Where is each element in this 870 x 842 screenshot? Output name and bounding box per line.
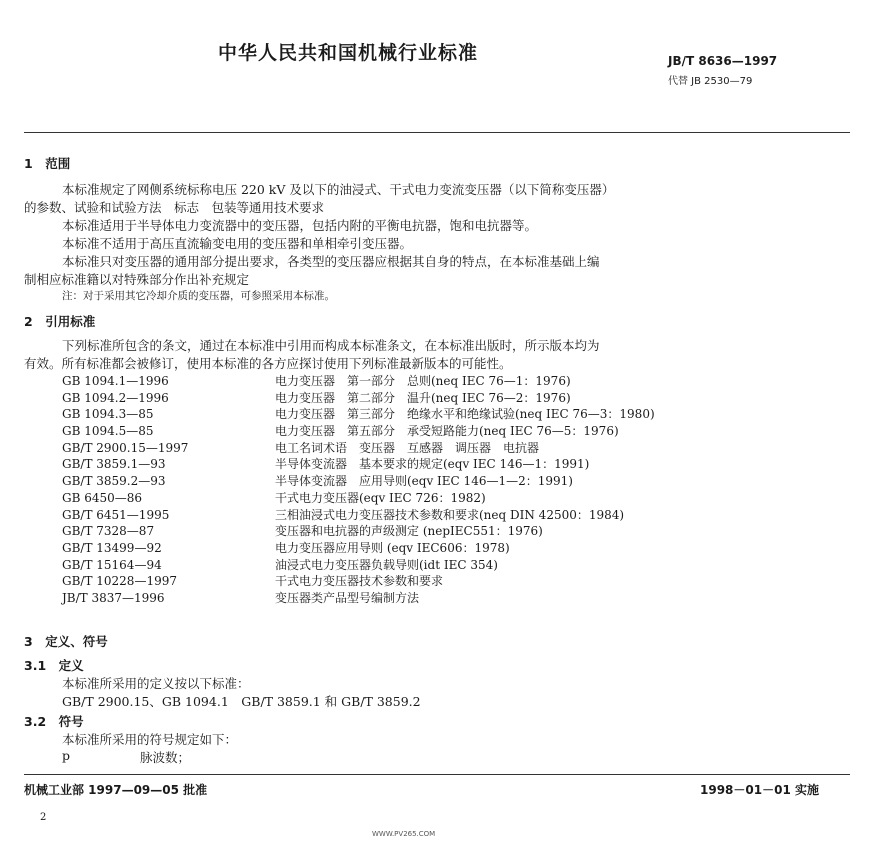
reference-code: GB 1094.3—85 <box>62 407 154 422</box>
section-3-1-heading: 3.1 定义 <box>24 658 84 673</box>
reference-item <box>62 473 842 490</box>
reference-item <box>62 490 842 507</box>
reference-title: 三相油浸式电力变压器技术参数和要求(neq DIN 42500：1984) <box>275 507 625 522</box>
reference-item <box>62 440 842 457</box>
reference-title: 电力变压器 第三部分 绝缘水平和绝缘试验(neq IEC 76—3：1980) <box>275 407 655 422</box>
reference-title: 电力变压器 第五部分 承受短路能力(neq IEC 76—5：1976) <box>275 424 619 439</box>
effective-date: 1998－01－01 实施 <box>700 783 819 797</box>
header-divider <box>24 132 850 133</box>
reference-code: GB 1094.2—1996 <box>62 390 169 405</box>
reference-item <box>62 507 842 524</box>
reference-title: 电力变压器应用导则 (eqv IEC606：1978) <box>275 540 510 555</box>
watermark: WWW.PV265.COM <box>372 830 436 838</box>
document-title: 中华人民共和国机械行业标准 <box>218 42 479 64</box>
reference-code: GB/T 6451—1995 <box>62 507 170 522</box>
section-2-para-line-2: 有效。所有标准都会被修订，使用本标准的各方应探讨使用下列标准最新版本的可能性。 <box>24 356 512 371</box>
issue-date: 机械工业部 1997—09—05 批准 <box>24 783 208 797</box>
reference-code: GB/T 2900.15—1997 <box>62 440 189 455</box>
reference-code: GB/T 15164—94 <box>62 557 162 572</box>
reference-title: 半导体变流器 基本要求的规定(eqv IEC 146—1：1991) <box>275 457 590 472</box>
section-3-1-para-2: GB/T 2900.15、GB 1094.1 GB/T 3859.1 和 GB/T 3859.2 <box>62 694 421 709</box>
reference-title: 半导体变流器 应用导则(eqv IEC 146—1—2：1991) <box>275 474 573 489</box>
reference-item <box>62 456 842 473</box>
reference-item <box>62 390 842 407</box>
reference-list <box>62 373 842 607</box>
section-1-note: 注：对于采用其它冷却介质的变压器，可参照采用本标准。 <box>62 290 335 302</box>
reference-title: 干式电力变压器技术参数和要求 <box>275 574 444 589</box>
reference-item <box>62 406 842 423</box>
reference-title: 变压器和电抗器的声级测定 (nepIEC551：1976) <box>275 524 543 539</box>
reference-code: GB 1094.5—85 <box>62 424 154 439</box>
reference-item <box>62 423 842 440</box>
section-2-para-line-1: 下列标准所包含的条文，通过在本标准中引用而构成本标准条文，在本标准出版时，所示版本均为 <box>62 338 600 353</box>
section-1-para-4-line-1: 本标准只对变压器的通用部分提出要求，各类型的变压器应根据其自身的特点，在本标准基础上编 <box>62 254 600 269</box>
standard-code: JB/T 8636—1997 <box>668 54 778 68</box>
reference-code: JB/T 3837—1996 <box>62 590 165 605</box>
section-1-para-4-line-2: 制相应标准籍以对特殊部分作出补充规定 <box>24 272 250 287</box>
reference-code: GB/T 7328—87 <box>62 524 155 539</box>
section-1-heading: 1 范围 <box>24 156 71 171</box>
reference-title: 电力变压器 第二部分 温升(neq IEC 76—2：1976) <box>275 390 571 405</box>
footer-divider <box>24 774 850 775</box>
reference-item <box>62 557 842 574</box>
reference-item <box>62 573 842 590</box>
reference-title: 电工名词术语 变压器 互感器 调压器 电抗器 <box>275 440 540 455</box>
reference-code: GB/T 3859.2—93 <box>62 474 166 489</box>
section-3-heading: 3 定义、符号 <box>24 634 108 649</box>
section-1-para-2: 本标准适用于半导体电力变流器中的变压器，包括内附的平衡电抗器，饱和电抗器等。 <box>62 218 538 233</box>
reference-code: GB 1094.1—1996 <box>62 374 169 388</box>
reference-code: GB 6450—86 <box>62 490 143 505</box>
section-1-para-3: 本标准不适用于高压直流输变电用的变压器和单相牵引变压器。 <box>62 236 413 251</box>
reference-code: GB/T 3859.1—93 <box>62 457 166 472</box>
section-2-heading: 2 引用标准 <box>24 314 96 329</box>
section-1-para-1-line-1: 本标准规定了网侧系统标称电压 220 kV 及以下的油浸式、干式电力变流变压器（以下简称变压器） <box>62 182 615 197</box>
section-3-2-heading: 3.2 符号 <box>24 714 84 729</box>
replaces-standard: 代替 JB 2530—79 <box>668 76 753 87</box>
reference-title: 变压器类产品型号编制方法 <box>275 590 420 605</box>
section-3-1-para-1: 本标准所采用的定义按以下标准： <box>62 676 250 691</box>
symbol-p: p <box>62 748 71 763</box>
reference-item <box>62 523 842 540</box>
reference-title: 干式电力变压器(eqv IEC 726：1982) <box>275 490 486 505</box>
reference-code: GB/T 10228—1997 <box>62 574 177 589</box>
reference-title: 电力变压器 第一部分 总则(neq IEC 76—1：1976) <box>275 374 571 388</box>
reference-code: GB/T 13499—92 <box>62 540 162 555</box>
section-1-para-1-line-2: 的参数、试验和试验方法 标志 包装等通用技术要求 <box>24 200 325 215</box>
reference-item <box>62 373 842 390</box>
page-number: 2 <box>40 812 47 823</box>
reference-item <box>62 540 842 557</box>
reference-item <box>62 590 842 607</box>
reference-title: 油浸式电力变压器负载导则(idt IEC 354) <box>275 557 498 572</box>
section-3-2-para-1: 本标准所采用的符号规定如下： <box>62 732 238 747</box>
symbol-p-description: 脉波数； <box>140 750 191 765</box>
